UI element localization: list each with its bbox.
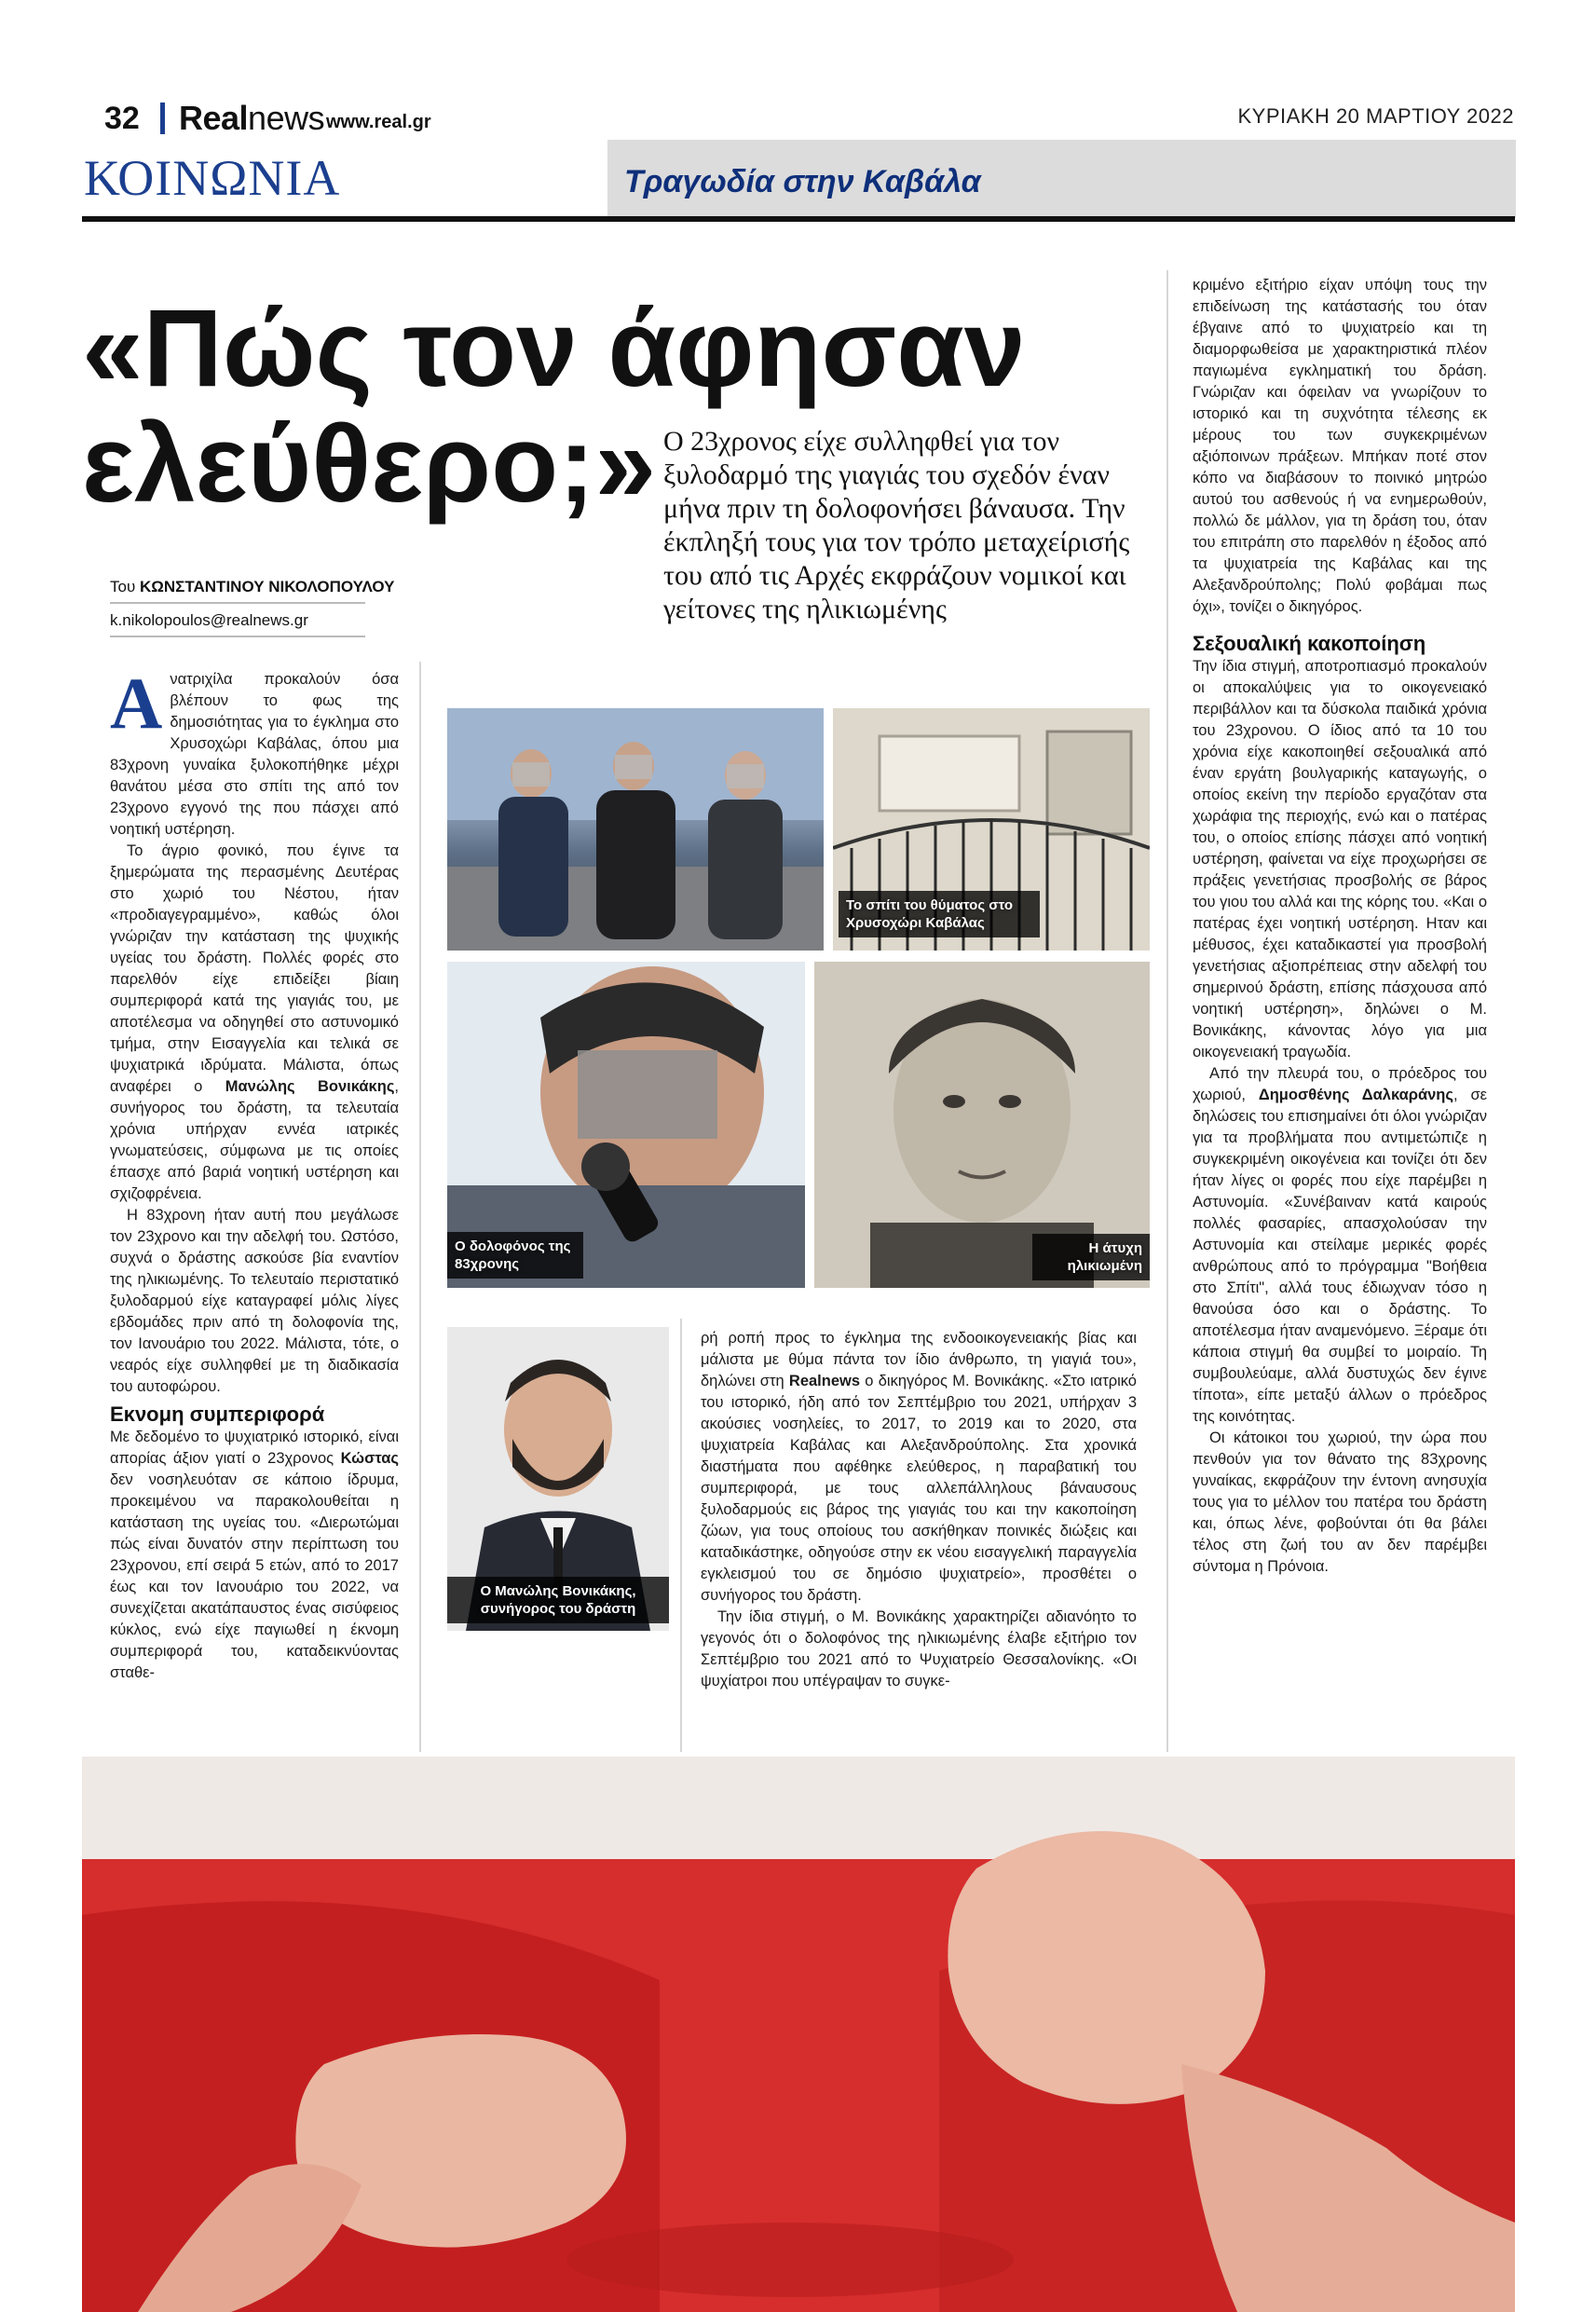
paragraph [110, 841, 399, 1205]
victim-caption: Η άτυχη ηλικιωμένη [1032, 1234, 1150, 1280]
fists-illustration [82, 1757, 1515, 2312]
victim-house-photo [833, 708, 1150, 951]
perpetrator-name: Κώστας [340, 1450, 399, 1467]
paragraph-text: , συνήγορος του δράστη, τα τελευταία χρόνια υπήρχαν εννέα ιατρικές γνωματεύσεις, σύμφωνα με τις οποίες έπασχε από βαριά νοητική υστέρηση και σχιζοφρένεια. [110, 1078, 400, 1202]
logo-news: news [248, 99, 325, 137]
lawyer-caption: Ο Μανώλης Βονικάκης, συνήγορος του δράστη [447, 1577, 669, 1623]
paragraph: Οι κάτοικοι του χωριού, την ώρα που πενθούν για τον θάνατο της 83χρονης γυναίκας, εκφράζουν την έντονη ανησυχία τους για το μέλλον του πατέρα του δράστη και, όπως λένε, φοβούνται ότι θα βάλει τέλος στη ζωή του αν δεν παρέμβει σύντομα η Πρόνοια. [1193, 1430, 1487, 1575]
fists-photo [82, 1757, 1515, 2312]
brand-name: Realnews [788, 1373, 861, 1389]
byline-prefix: Του [110, 578, 140, 595]
paragraph-text: Με δεδομένο το ψυχιατρικό ιστορικό, είναι απορίας άξιον γιατί ο 23χρονος [110, 1429, 399, 1467]
column-right [1193, 275, 1487, 1578]
topic-title: Τραγωδία στην Καβάλα [624, 164, 981, 199]
realnews-logo [179, 99, 324, 138]
paragraph: Την ίδια στιγμή, ο Μ. Βονικάκης χαρακτηρίζει αδιανόητο το γεγονός ότι ο δολοφόνος της ηλικιωμένης έλαβε εξιτήριο τον Σεπτέμβριο του 2021 από το Ψυχιατρείο Θεσσαλονίκης. «Οι ψυχίατροι που υπέγραψαν το συγκε- [701, 1608, 1137, 1690]
column-divider [680, 1319, 682, 1752]
paragraph: κριμένο εξιτήριο είχαν υπόψη τους την επιδείνωση της κατάστασής του όταν έβγαινε από το ψυχιατρείο και τη διαμορφωθείσα με χαρακτηριστικά πλέον παγιωμένα εγκληματική του δράση. Γνώριζαν και όφειλαν να γνωρίζουν το ιστορικό και τη συχνότητα τέλεσης εκ μέρους του των συγκεκριμένων αξιόποινων πράξεων. Μπήκαν ποτέ στον κόπο να διαβάσουν το ποινικό μητρώο αυτού του ασθενούς ή να ενημερωθούν, πολλώ δε μάλλον, για τη δράση του, όταν του επιτράπη στο παρελθόν η έξοδος από τα ψυχιατρεία της Καβάλας και της Αλεξανδρούπολης; Πολύ φοβάμαι πως όχι», τονίζει ο δικηγόρος. [1193, 277, 1487, 615]
headline-line-2: ελεύθερο;» [82, 403, 657, 526]
killer-photo [447, 962, 805, 1288]
subheading: Εκνομη συμπεριφορά [110, 1402, 325, 1426]
section-title: ΚΟΙΝΩΝΙΑ [84, 150, 341, 206]
issue-date: ΚΥΡΙΑΚΗ 20 ΜΑΡΤΙΟΥ 2022 [1237, 104, 1514, 128]
paragraph [701, 1328, 1137, 1607]
subheading: Σεξουαλική κακοποίηση [1193, 632, 1426, 655]
paragraph-text: ο δικηγόρος Μ. Βονικάκης. «Στο ιατρικό του ιστορικό, ήδη από τον Σεπτέμβριο του 2021, υπήρχαν 3 ακούσιες νοσηλείες, το 2017, το 2019 και το 2020, στα ψυχιατρεία Καβάλας και Αλεξανδρούπολης. Στα χρονικά διαστήματα που αφέθηκε ελεύθερος, η παραβατική του συμπεριφορά, με τους αλλεπάλληλους βάναυσους ξυλοδαρμούς εις βάρος της γιαγιάς του και την κακοποίηση ζώων, για τους οποίους του ασκήθηκαν ποινικές διώξεις και καταδικάστηκε, οδηγούσε στην εκ νέου εισαγγελική παραγγελία εγκλεισμού του σε δημόσιο ψυχιατρείο», προσθέτει ο συνήγορος του δράστη. [701, 1373, 1137, 1604]
paragraph [110, 1427, 399, 1684]
arrest-photo [447, 708, 824, 951]
byline [110, 578, 394, 596]
paragraph: Την ίδια στιγμή, αποτροπιασμό προκαλούν οι αποκαλύψεις για το οικογενειακό περιβάλλον και τα δύσκολα παιδικά χρόνια του 23χρονου. Ο ίδιος από τα 10 του χρόνια είχε κακοποιηθεί σεξουαλικά από έναν εργάτη βουλγαρικής καταγωγής, ο οποίος εκείνη την περίοδο εργαζόταν στα χωράφια της περιοχής, ενώ και ο πατέρας του, ο οποίος επίσης πάσχει από νοητική υστέρηση, φαίνεται να είχε προχωρήσει σε πράξεις γενετήσιας προσβολής σε βάρος του γιου του αλλά και της κόρης του. «Και ο πατέρας έχει νοητική υστέρηση. Ηταν και μέθυσος, έχει καταδικαστεί για προσβολή γενετήσιας αξιοπρέπειας στην αδελφή του σημερινού δράστη, επίσης πάσχουσα από νοητική υστέρηση», δηλώνει ο Μ. Βονικάκης, κάνοντας λόγο για μια οικογενειακή τραγωδία. [1193, 658, 1487, 1060]
byline-name: ΚΩΝΣΤΑΝΤΙΝΟΥ ΝΙΚΟΛΟΠΟΥΛΟΥ [140, 578, 395, 595]
lawyer-name: Μανώλης Βονικάκης [225, 1078, 395, 1095]
paragraph: Η 83χρονη ήταν αυτή που μεγάλωσε τον 23χρονο και την αδελφή του. Ωστόσο, συχνά ο δράστης ασκούσε βία εναντίον της ηλικιωμένης. Το τελευταίο περιστατικό ξυλοδαρμού είχε καταγραφεί μόλις λίγες εβδομάδες πριν από τη δολοφονία της, τον Ιανουάριο του 2022. Μάλιστα, τότε, ο νεαρός είχε συλληφθεί με τη διαδικασία του αυτοφώρου. [110, 1207, 399, 1395]
header-rule [82, 216, 1515, 222]
email-rule [110, 636, 365, 637]
paragraph-text: Το άγριο φονικό, που έγινε τα ξημερώματα της περασμένης Δευτέρας στο χωριό του Νέστου, ήταν «προδιαγεγραμμένο», καθώς όλοι γνώριζαν την κατάσταση της ψυχικής υγείας του δράστη. Πολλές φορές στο παρελθόν είχε επιδείξει βίαιη συμπεριφορά κατά της γιαγιάς του, με αποτέλεσμα να οδηγηθεί στο αστυνομικό τμήμα, στην Εισαγγελία και τελικά σε ψυχιατρικά ιδρύματα. Μάλιστα, όπως αναφέρει ο [110, 842, 399, 1095]
village-president-name: Δημοσθένης Δαλκαράνης [1258, 1087, 1453, 1103]
header-separator [160, 103, 165, 134]
column-middle [701, 1328, 1137, 1692]
logo-url: www.real.gr [326, 112, 431, 132]
lawyer-photo [447, 1327, 669, 1631]
drop-cap: Α [110, 663, 163, 744]
logo-real: Real [179, 99, 249, 137]
paragraph-text: Από την πλευρά του, ο πρόεδρος του χωριού, [1193, 1065, 1487, 1103]
paragraph [110, 663, 399, 841]
byline-rule [110, 602, 365, 604]
paragraph [1193, 1063, 1487, 1428]
column-divider [1166, 270, 1168, 1752]
paragraph-text: ρή ροπή προς το έγκλημα της ενδοοικογενειακής βίας και μάλιστα με θύμα πάντα τον ίδιο άνθρωπο, τη γιαγιά του», δηλώνει στη [701, 1330, 1137, 1389]
lead-paragraph: Ο 23χρονος είχε συλληφθεί για τον ξυλοδαρμό της γιαγιάς του σχεδόν έναν μήνα πριν τη δολοφονήσει βάναυσα. Την έκπληξή τους για τον τρόπο μεταχείρισής του από τις Αρχές εκφράζουν νομικοί και γείτονες της ηλικιωμένης [663, 426, 1130, 624]
victim-photo [814, 962, 1150, 1288]
column-divider [419, 662, 421, 1752]
paragraph-text: νατριχίλα προκαλούν όσα βλέπουν το φως της δημοσιότητας για το έγκλημα στο Χρυσοχώρι Καβάλας, όπου μια 83χρονη γυναίκα ξυλοκοπήθηκε μέχρι θανάτου μέσα στο σπίτι της από τον 23χρονο εγγονό της που πάσχει από νοητική υστέρηση. [110, 671, 399, 838]
page-number: 32 [104, 101, 140, 136]
paragraph-text: δεν νοσηλευόταν σε κάποιο ίδρυμα, προκειμένου να παρακολουθείται η κατάσταση της υγείας του. «Διερωτώμαι πώς είναι δυνατόν στην περίπτωση του 23χρονου, επί σειρά 5 ετών, από το 2017 έως και τον Ιανουάριο του 2022, να συνεχίζεται ακατάπαυστος ένας σισύφειος κύκλος, ενώ είχε παγιωθεί η έκνομη συμπεριφορά του, καταδεικνύοντας σταθε- [110, 1471, 399, 1681]
arrest-scene-illustration [447, 708, 824, 951]
paragraph-text: , σε δηλώσεις του επισημαίνει ότι όλοι γνώριζαν για τα προβλήματα που αντιμετώπιζε η συγκεκριμένη οικογένεια και τονίζει ότι δεν ήταν λίγες οι φορές που είχε παρέμβει η Αστυνομία. «Συνέβαιναν κατά καιρούς πολλές φασαρίες, απασχολούσαν την Αστυνομία και στείλαμε μερικές φορές ανθρώπους από το πρόγραμμα "Βοήθεια στο Σπίτι", αλλά τους έδιωχναν τόσο η θανούσα όσο και ο δράστης. Το αποτέλεσμα ήταν αναμενόμενο. Ξέραμε ότι κάποια στιγμή θα συμβεί το μοιραίο. Τη συμβουλεύαμε, αλλά δυστυχώς δεν έγινε τίποτα», είπε μεταξύ άλλων ο πρόεδρος της κοινότητας. [1193, 1087, 1487, 1425]
house-caption: Το σπίτι του θύματος στο Χρυσοχώρι Καβάλας [839, 891, 1040, 937]
headline-line-1: «Πώς τον άφησαν [82, 287, 1026, 410]
column-left [110, 663, 400, 1684]
killer-caption: Ο δολοφόνος της 83χρονης [447, 1232, 583, 1279]
author-email[interactable]: k.nikolopoulos@realnews.gr [110, 611, 308, 629]
